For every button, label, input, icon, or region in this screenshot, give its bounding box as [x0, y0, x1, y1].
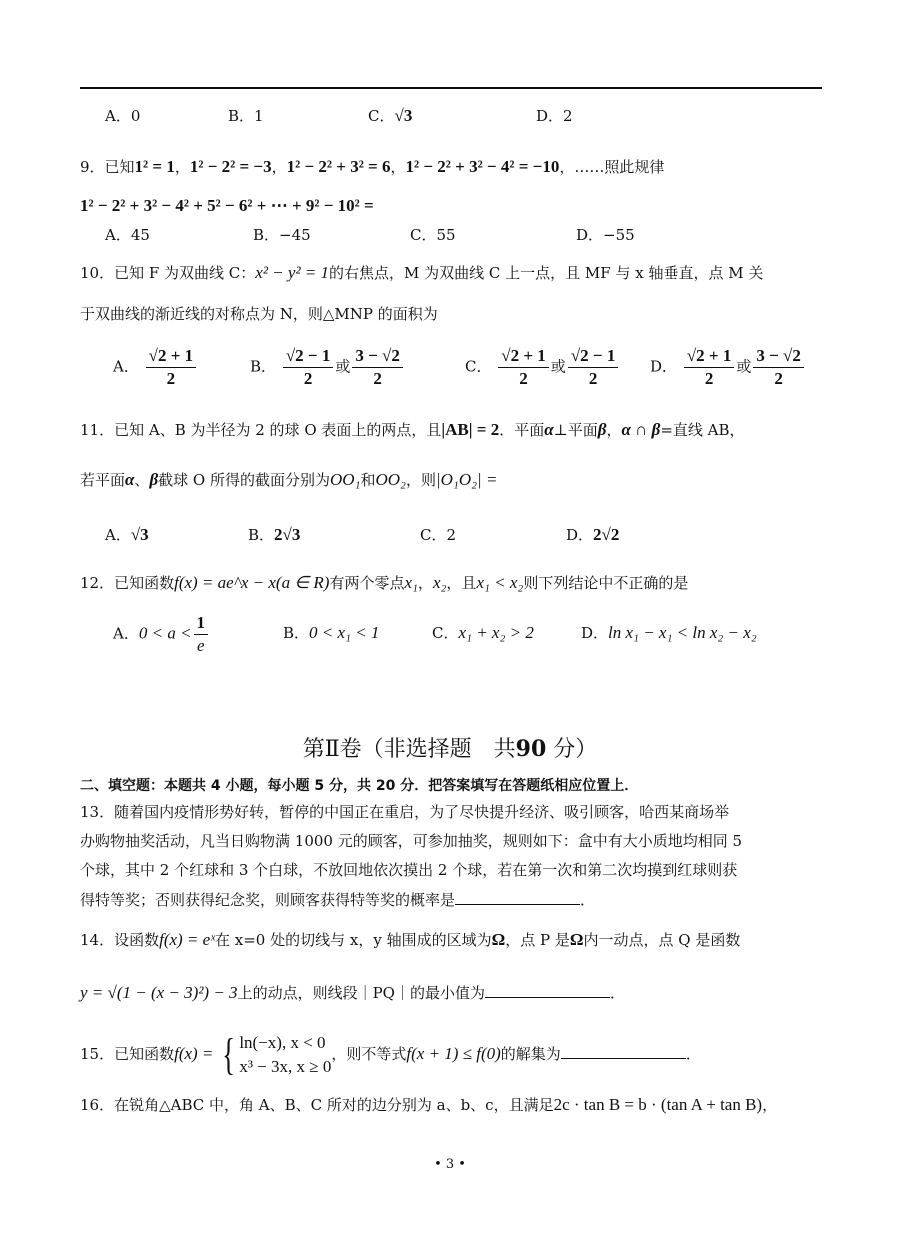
q10-text: 10．已知 F 为双曲线 C：	[80, 264, 256, 282]
oo1: OO₁	[330, 470, 361, 489]
question-10-line2: 于双曲线的渐近线的对称点为 N，则△MNP 的面积为	[80, 305, 438, 323]
question-12	[80, 573, 688, 593]
section-title-text: 分）	[546, 737, 598, 762]
q9-sep: ，	[174, 158, 190, 176]
option-math: √3	[394, 106, 413, 125]
q14-curve: y = √(1 − (x − 3)²) − 3	[80, 983, 238, 1002]
q10-option-d	[650, 345, 806, 390]
section-title	[0, 732, 900, 763]
option-math: 2	[446, 526, 457, 544]
q11-text: ，	[606, 421, 622, 439]
x1: x₁	[404, 573, 418, 592]
fraction	[283, 345, 334, 390]
q9-sep: ，	[271, 158, 287, 176]
answer-blank[interactable]	[455, 890, 580, 905]
x2: x₂	[432, 573, 447, 592]
q11-text: ⊥平面	[553, 421, 598, 439]
page-number: • 3 •	[434, 1157, 466, 1172]
question-9-line1	[80, 157, 664, 177]
header-rule	[80, 87, 822, 89]
option-math: ln x₁ − x₁ < ln x₂ − x₂	[608, 623, 757, 642]
question-13-line: 办购物抽奖活动，凡当日购物满 1000 元的顾客，可参加抽奖，规则如下：盒中有大小质地均相同 5	[80, 832, 743, 850]
fraction	[568, 345, 619, 390]
case-2: x³ − 3x, x ≥ 0	[239, 1057, 332, 1076]
option-label: C．	[368, 107, 395, 125]
numerator: 3 − √2	[753, 345, 804, 368]
option-math: 0 < x₁ < 1	[309, 623, 380, 642]
q12-option-c	[432, 623, 534, 643]
option-label: C．	[420, 526, 447, 544]
answer-blank[interactable]	[485, 983, 610, 998]
q8-option-a: A．0	[105, 107, 141, 125]
numerator: √2 − 1	[283, 345, 334, 368]
q14-text: 上的动点，则线段｜PQ｜的最小值为	[237, 984, 485, 1002]
omega: Ω	[569, 930, 584, 949]
numerator: √2 − 1	[568, 345, 619, 368]
answer-blank[interactable]	[561, 1044, 686, 1059]
q14-text: ．	[609, 984, 625, 1002]
q14-function: f(x) = eˣ	[159, 930, 215, 949]
alpha: α	[125, 470, 135, 489]
q16-text: ，	[762, 1096, 778, 1114]
q15-text: 15．已知函数	[80, 1045, 175, 1063]
q12-inequality: x₁ < x₂	[476, 573, 524, 592]
q9-sep: ，	[390, 158, 406, 176]
q11-option-a	[105, 525, 149, 545]
option-label: B．	[250, 357, 277, 376]
q11-text: ．平面	[499, 421, 545, 439]
question-10-line1	[80, 263, 763, 283]
denominator: 2	[303, 369, 313, 388]
cases	[239, 1031, 331, 1079]
intersection: α ∩ β	[621, 420, 661, 439]
fraction	[753, 345, 804, 390]
numerator: √2 + 1	[146, 345, 197, 368]
q15-text: 的解集为	[500, 1045, 561, 1063]
q9-option-d: D．−55	[576, 226, 635, 244]
option-label: C．	[465, 357, 492, 376]
q14-text: ，点 P 是	[505, 931, 570, 949]
q8-option-c	[368, 106, 412, 126]
q14-text: 14．设函数	[80, 931, 160, 949]
numerator: 1	[194, 612, 209, 635]
fraction	[498, 345, 549, 390]
question-11-line2	[80, 470, 497, 490]
q12-option-d	[581, 623, 757, 643]
question-9-expression: 1² − 2² + 3² − 4² + 5² − 6² + ⋯ + 9² − 10² =	[80, 196, 374, 215]
q15-text: ．	[685, 1045, 701, 1063]
q16-equation: 2c · tan B = b · (tan A + tan B)	[553, 1095, 763, 1114]
denominator: 2	[519, 369, 528, 388]
q13-text: ．	[580, 891, 596, 909]
q11-ab: |AB| = 2	[441, 420, 500, 439]
option-label: D．	[566, 526, 594, 544]
q11-option-c	[420, 525, 456, 545]
q14-text: 内一动点，点 Q 是函数	[583, 931, 741, 949]
q10-hyperbola: x² − y² = 1	[255, 263, 330, 282]
q12-text: 则下列结论中不正确的是	[523, 574, 689, 592]
denominator: 2	[166, 369, 176, 388]
question-14-line1	[80, 930, 740, 950]
section-points: 90	[515, 736, 547, 762]
omega: Ω	[491, 930, 506, 949]
q9-eq3: 1² − 2² + 3² = 6	[286, 157, 391, 176]
option-math: 0 < a <	[138, 623, 192, 643]
q11-text: 11．已知 A、B 为半径为 2 的球 O 表面上的两点，且	[80, 421, 442, 439]
numerator: √2 + 1	[498, 345, 549, 368]
option-label: B．	[248, 526, 275, 544]
denominator: 2	[373, 369, 382, 388]
question-15	[80, 1030, 701, 1079]
q9-option-b: B．−45	[253, 226, 311, 244]
question-13-line: 个球，其中 2 个红球和 3 个白球，不放回地依次摸出 2 个球，若在第一次和第二次均摸到红球则获	[80, 861, 738, 879]
piecewise	[218, 1031, 331, 1079]
q15-text: ，则不等式	[331, 1045, 407, 1063]
q11-text: 截球 O 所得的截面分别为	[158, 471, 330, 489]
q10-option-b	[250, 345, 405, 390]
q12-text: ，	[417, 574, 433, 592]
q9-eq2: 1² − 2² = −3	[189, 157, 272, 176]
numerator: √2 + 1	[684, 345, 735, 368]
q11-option-d	[566, 525, 619, 545]
q9-eq4: 1² − 2² + 3² − 4² = −10	[405, 157, 560, 176]
q12-option-b	[283, 623, 379, 643]
numerator: 3 − √2	[352, 345, 403, 368]
q11-text: 和	[360, 471, 376, 489]
question-11-line1	[80, 420, 745, 440]
section-title-text: 第Ⅱ卷（非选择题 共	[302, 737, 516, 762]
oo2: OO₂	[375, 470, 406, 489]
denominator: e	[197, 636, 205, 655]
question-14-line2	[80, 983, 625, 1003]
denominator: 2	[704, 369, 714, 388]
q12-text: 12．已知函数	[80, 574, 175, 592]
q9-option-c: C．55	[410, 226, 456, 244]
q16-text: 16．在锐角△ABC 中，角 A、B、C 所对的边分别为 a、b、c，且满足	[80, 1096, 554, 1114]
q12-text: ，且	[446, 574, 477, 592]
option-label: C．	[432, 624, 459, 642]
or-text: 或	[335, 357, 351, 376]
question-13-line: 13．随着国内疫情形势好转，暂停的中国正在重启，为了尽快提升经济、吸引顾客，哈西某商场举	[80, 803, 730, 821]
q12-function: f(x) = ae^x − x(a ∈ R)	[174, 573, 330, 592]
option-math: √3	[130, 525, 149, 544]
q9-suffix: ，……照此规律	[559, 158, 665, 176]
option-label: D．	[581, 624, 609, 642]
or-text: 或	[550, 357, 566, 376]
brace: {	[222, 1030, 236, 1079]
denominator: 2	[588, 369, 598, 388]
beta: β	[597, 420, 607, 439]
q15-function: f(x) =	[174, 1044, 214, 1063]
fraction	[146, 345, 197, 390]
q11-text: ，则	[405, 471, 436, 489]
option-math: 2√3	[274, 525, 301, 544]
denominator: 2	[774, 369, 783, 388]
q10-option-c	[465, 345, 620, 390]
q10-text: 的右焦点，M 为双曲线 C 上一点，且 MF 与 x 轴垂直，点 M 关	[329, 264, 764, 282]
option-label: D．	[650, 357, 678, 376]
or-text: 或	[736, 357, 752, 376]
o1o2: |O₁O₂| =	[435, 470, 498, 489]
option-label: A．	[105, 526, 131, 544]
option-label: A．	[113, 357, 139, 376]
beta: β	[149, 470, 159, 489]
q11-text: 若平面	[80, 471, 126, 489]
question-13-line	[80, 890, 595, 910]
fraction	[352, 345, 403, 390]
q9-prefix: 9．已知	[80, 158, 135, 176]
section-heading: 二、填空题：本题共 4 小题，每小题 5 分，共 20 分．把答案填写在答题纸相应位置上．	[80, 778, 639, 794]
case-1: ln(−x), x < 0	[239, 1033, 326, 1052]
fraction	[684, 345, 735, 390]
q11-text: 、	[134, 471, 150, 489]
q12-text: 有两个零点	[329, 574, 405, 592]
q11-option-b	[248, 525, 300, 545]
q13-text: 得特等奖；否则获得纪念奖，则顾客获得特等奖的概率是	[80, 891, 456, 909]
q8-option-d: D．2	[536, 107, 573, 125]
option-math: x₁ + x₂ > 2	[458, 623, 534, 642]
option-math: 2√2	[593, 525, 620, 544]
q11-text: =直线 AB，	[660, 421, 745, 439]
q15-inequality: f(x + 1) ≤ f(0)	[406, 1044, 501, 1063]
fraction	[194, 612, 209, 657]
q10-option-a	[113, 345, 198, 390]
q12-option-a	[113, 612, 210, 657]
option-label: A．	[113, 624, 139, 643]
q8-option-b: B．1	[228, 107, 264, 125]
alpha: α	[544, 420, 554, 439]
q9-option-a: A．45	[105, 226, 150, 244]
q9-eq1: 1² = 1	[134, 157, 175, 176]
option-label: B．	[283, 624, 310, 642]
question-16	[80, 1095, 777, 1115]
q14-text: 在 x=0 处的切线与 x，y 轴围成的区域为	[215, 931, 492, 949]
